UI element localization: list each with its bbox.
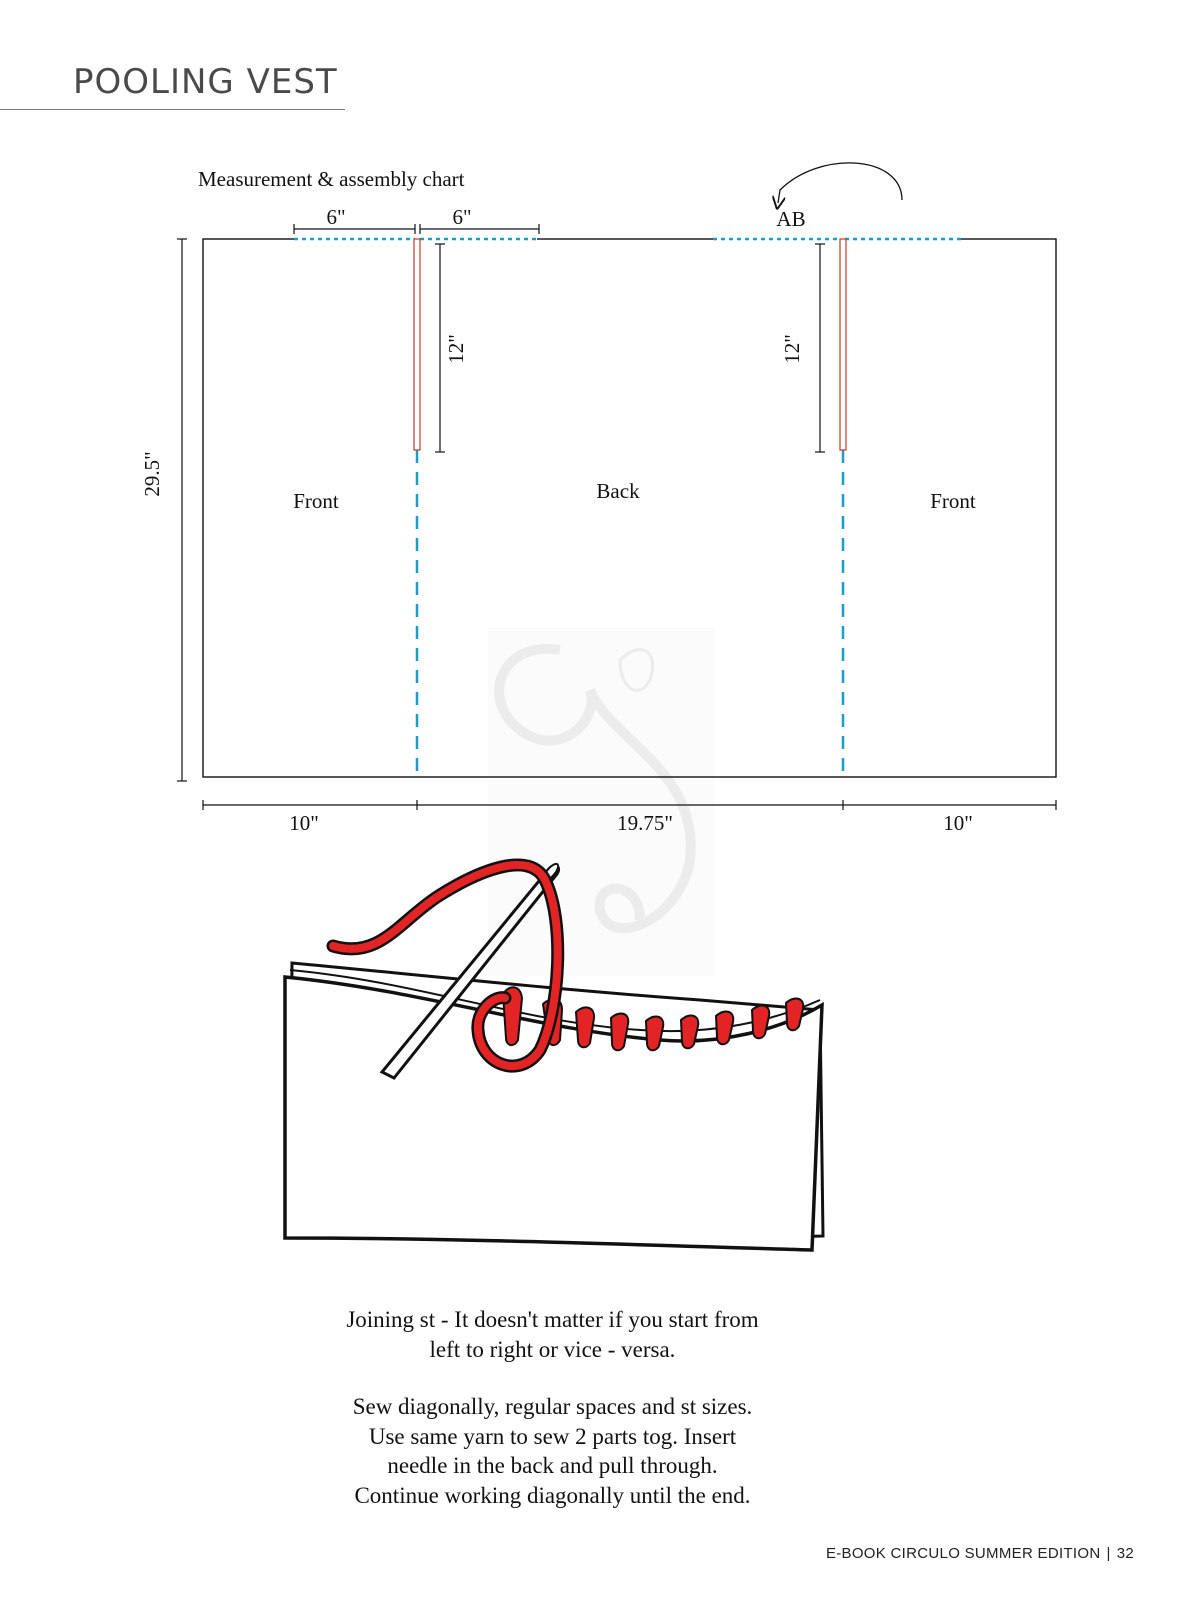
instructions-paragraph-1: [250, 1305, 855, 1364]
width-front-right-label: 10": [943, 811, 973, 835]
page-footer: [826, 1545, 1134, 1562]
join-marker-label: AB: [776, 207, 806, 231]
armhole-right: [840, 239, 846, 450]
instruction-line: left to right or vice - versa.: [429, 1336, 676, 1362]
armhole-right-label: 12": [780, 334, 804, 364]
armhole-left-label: 12": [444, 334, 468, 364]
width-back-label: 19.75": [617, 811, 673, 835]
footer-page-number: 32: [1116, 1545, 1134, 1562]
instructions-paragraph-2: [250, 1392, 855, 1510]
instruction-line: Use same yarn to sew 2 parts tog. Insert: [368, 1423, 737, 1449]
armhole-left: [414, 239, 420, 450]
panel-front-left: Front: [293, 489, 339, 513]
height-label: 29.5": [140, 451, 164, 497]
shoulder-left-label: 6": [326, 205, 346, 229]
width-front-left-label: 10": [289, 811, 319, 835]
panel-front-right: Front: [930, 489, 976, 513]
instruction-line: Joining st - It doesn't matter if you start from: [346, 1307, 759, 1332]
armhole-dimension-lines: [435, 244, 825, 452]
chart-heading: Measurement & assembly chart: [198, 167, 465, 191]
shoulder-right-label: 6": [452, 205, 472, 229]
instruction-line: Sew diagonally, regular spaces and st sizes.: [352, 1394, 753, 1419]
page-title: POOLING VEST: [73, 62, 338, 102]
join-arrow-icon: [778, 163, 902, 203]
instruction-line: Continue working diagonally until the end.: [354, 1482, 751, 1508]
panel-back: Back: [596, 479, 640, 503]
footer-separator: |: [1106, 1545, 1111, 1562]
footer-edition: E-BOOK CIRCULO SUMMER EDITION: [825, 1545, 1101, 1562]
joining-stitch-illustration: [285, 862, 823, 1250]
height-dimension-line: [177, 239, 187, 781]
instruction-line: needle in the back and pull through.: [387, 1453, 718, 1478]
watermark-logo: [488, 628, 714, 976]
